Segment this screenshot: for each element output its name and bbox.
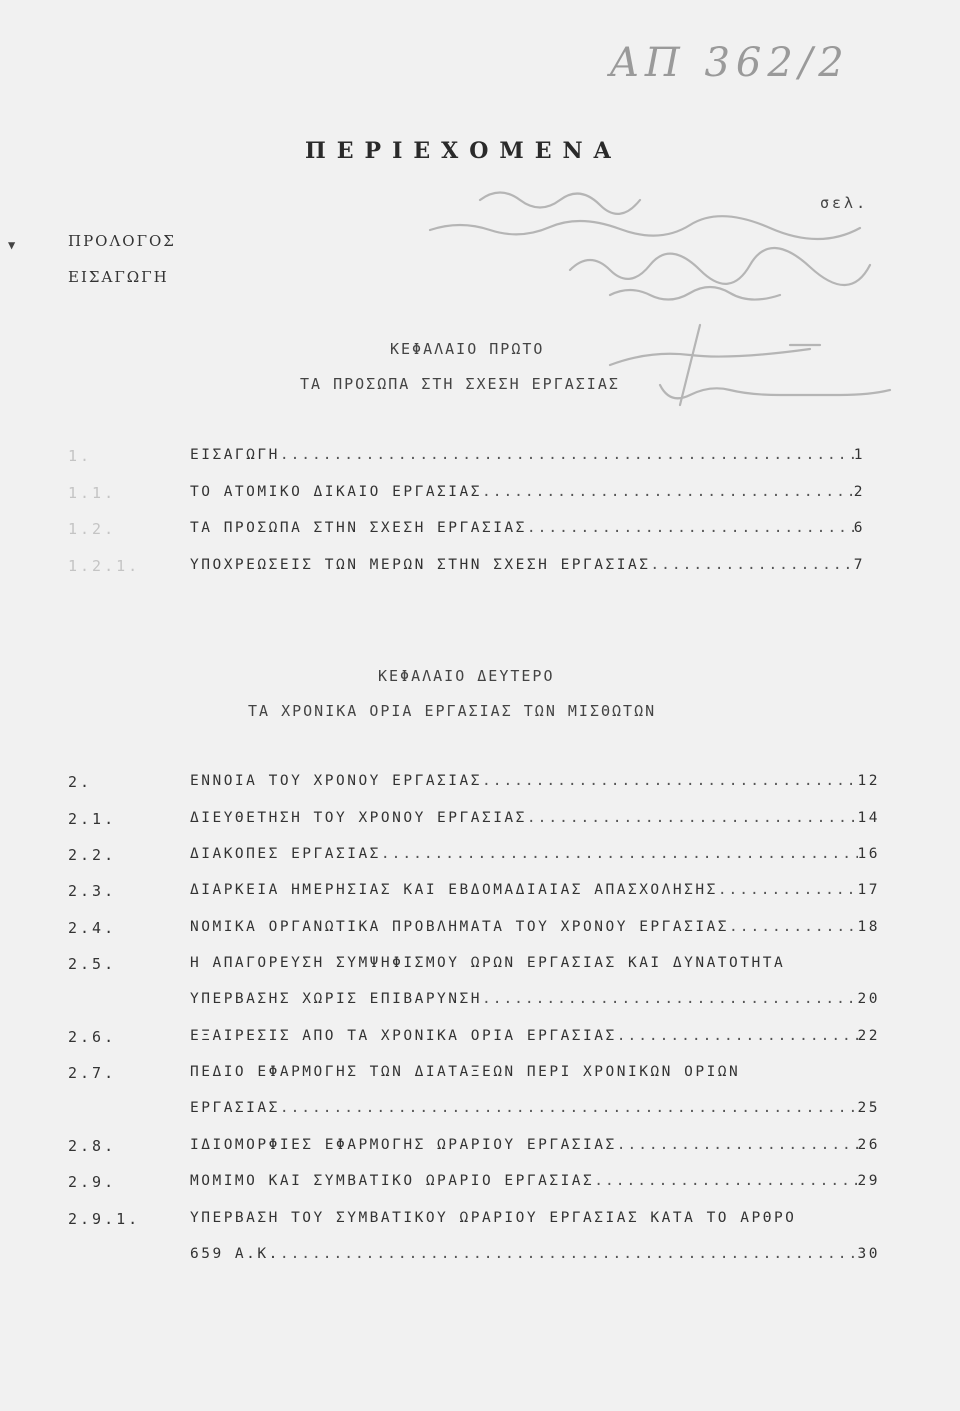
page-column-label: σελ. xyxy=(820,194,869,212)
toc-entry xyxy=(190,882,880,898)
toc-entry-title: ΕΞΑΙΡΕΣΙΣ ΑΠΟ ΤΑ ΧΡΟΝΙΚΑ ΟΡΙΑ ΕΡΓΑΣΙΑΣ xyxy=(190,1028,617,1044)
toc-entry-title: ΥΠΟΧΡΕΩΣΕΙΣ ΤΩΝ ΜΕΡΩΝ ΣΤΗΝ ΣΧΕΣΗ ΕΡΓΑΣΙΑΣ xyxy=(190,557,651,573)
toc-number: 2.3. xyxy=(68,882,117,900)
toc-entry-title: ΤΟ ΑΤΟΜΙΚΟ ΔΙΚΑΙΟ ΕΡΓΑΣΙΑΣ xyxy=(190,484,482,500)
toc-number: 1.2.1. xyxy=(68,557,141,575)
toc-entry-page: 12 xyxy=(857,773,880,789)
toc-entry-line1: Η ΑΠΑΓΟΡΕΥΣΗ ΣΥΜΨΗΦΙΣΜΟΥ ΩΡΩΝ ΕΡΓΑΣΙΑΣ ΚΑΙ ΔΥΝΑΤΟΤΗΤΑ xyxy=(190,955,786,971)
toc-entry-page: 29 xyxy=(857,1173,880,1189)
toc-entry-title: ΕΡΓΑΣΙΑΣ xyxy=(190,1100,280,1116)
toc-entry xyxy=(190,520,865,536)
toc-entry-page: 16 xyxy=(857,846,880,862)
toc-entry xyxy=(190,1137,880,1153)
toc-number: 2.9.1. xyxy=(68,1210,141,1228)
page-title: ΠΕΡΙΕΧΟΜΕΝΑ xyxy=(305,138,622,164)
toc-entry-title: ΔΙΑΚΟΠΕΣ ΕΡΓΑΣΙΑΣ xyxy=(190,846,381,862)
toc-entry-title: ΕΝΝΟΙΑ ΤΟΥ ΧΡΟΝΟΥ ΕΡΓΑΣΙΑΣ xyxy=(190,773,482,789)
toc-entry xyxy=(190,1246,880,1262)
toc-number: 2.6. xyxy=(68,1028,117,1046)
toc-number: 1. xyxy=(68,447,93,465)
toc-entry-title: ΙΔΙΟΜΟΡΦΙΕΣ ΕΦΑΡΜΟΓΗΣ ΩΡΑΡΙΟΥ ΕΡΓΑΣΙΑΣ xyxy=(190,1137,617,1153)
toc-entry-page: 6 xyxy=(853,520,865,536)
toc-entry xyxy=(190,1100,880,1116)
toc-entry-page: 14 xyxy=(857,810,880,826)
toc-number: 2.2. xyxy=(68,846,117,864)
toc-number: 1.1. xyxy=(68,484,117,502)
bullet-icon: ▼ xyxy=(8,238,16,252)
toc-entry-page: 20 xyxy=(857,991,880,1007)
toc-entry-title: ΕΙΣΑΓΩΓΗ xyxy=(190,447,280,463)
toc-entry-page: 18 xyxy=(857,919,880,935)
chapter1-subtitle: ΤΑ ΠΡΟΣΩΠΑ ΣΤΗ ΣΧΕΣΗ ΕΡΓΑΣΙΑΣ xyxy=(300,375,620,393)
front-matter-introduction: ΕΙΣΑΓΩΓΗ xyxy=(68,268,169,286)
toc-number: 2.7. xyxy=(68,1064,117,1082)
toc-entry xyxy=(190,773,880,789)
toc-entry-title: ΤΑ ΠΡΟΣΩΠΑ ΣΤΗΝ ΣΧΕΣΗ ΕΡΓΑΣΙΑΣ xyxy=(190,520,527,536)
toc-entry xyxy=(190,1028,880,1044)
toc-entry-title: ΥΠΕΡΒΑΣΗΣ ΧΩΡΙΣ ΕΠΙΒΑΡΥΝΣΗ xyxy=(190,991,482,1007)
toc-entry xyxy=(190,810,880,826)
chapter2-subtitle: ΤΑ ΧΡΟΝΙΚΑ ΟΡΙΑ ΕΡΓΑΣΙΑΣ ΤΩΝ ΜΙΣΘΩΤΩΝ xyxy=(248,702,657,720)
toc-entry-title: ΔΙΑΡΚΕΙΑ ΗΜΕΡΗΣΙΑΣ ΚΑΙ ΕΒΔΟΜΑΔΙΑΙΑΣ ΑΠΑΣΧΟΛΗΣΗΣ xyxy=(190,882,718,898)
toc-entry xyxy=(190,1173,880,1189)
chapter1-heading: ΚΕΦΑΛΑΙΟ ΠΡΩΤΟ xyxy=(390,340,545,358)
toc-entry-page: 25 xyxy=(857,1100,880,1116)
toc-number: 2.1. xyxy=(68,810,117,828)
toc-entry-page: 22 xyxy=(857,1028,880,1044)
toc-entry-line1: ΥΠΕΡΒΑΣΗ ΤΟΥ ΣΥΜΒΑΤΙΚΟΥ ΩΡΑΡΙΟΥ ΕΡΓΑΣΙΑΣ ΚΑΤΑ ΤΟ ΑΡΘΡΟ xyxy=(190,1210,797,1226)
toc-entry xyxy=(190,557,865,573)
toc-number: 2.9. xyxy=(68,1173,117,1191)
handwritten-catalog-number: ΑΠ 362/2 xyxy=(610,40,850,86)
toc-number: 2. xyxy=(68,773,93,791)
toc-entry-line1: ΠΕΔΙΟ ΕΦΑΡΜΟΓΗΣ ΤΩΝ ΔΙΑΤΑΞΕΩΝ ΠΕΡΙ ΧΡΟΝΙΚΩΝ ΟΡΙΩΝ xyxy=(190,1064,741,1080)
front-matter-prologue: ΠΡΟΛΟΓΟΣ xyxy=(68,232,176,250)
toc-entry-page: 7 xyxy=(853,557,865,573)
chapter2-heading: ΚΕΦΑΛΑΙΟ ΔΕΥΤΕΡΟ xyxy=(378,667,555,685)
toc-entry xyxy=(190,991,880,1007)
toc-number: 2.4. xyxy=(68,919,117,937)
toc-entry-title: ΔΙΕΥΘΕΤΗΣΗ ΤΟΥ ΧΡΟΝΟΥ ΕΡΓΑΣΙΑΣ xyxy=(190,810,527,826)
toc-number: 1.2. xyxy=(68,520,117,538)
toc-entry-page: 2 xyxy=(853,484,865,500)
toc-entry-title: ΜΟΜΙΜΟ ΚΑΙ ΣΥΜΒΑΤΙΚΟ ΩΡΑΡΙΟ ΕΡΓΑΣΙΑΣ xyxy=(190,1173,595,1189)
toc-entry-page: 26 xyxy=(857,1137,880,1153)
toc-entry-title: 659 Α.Κ. xyxy=(190,1246,280,1262)
toc-entry-page: 1 xyxy=(853,447,865,463)
toc-number: 2.8. xyxy=(68,1137,117,1155)
toc-entry xyxy=(190,484,865,500)
toc-entry xyxy=(190,447,865,463)
toc-entry-page: 17 xyxy=(857,882,880,898)
toc-entry-title: ΝΟΜΙΚΑ ΟΡΓΑΝΩΤΙΚΑ ΠΡΟΒΛΗΜΑΤΑ ΤΟΥ ΧΡΟΝΟΥ ΕΡΓΑΣΙΑΣ xyxy=(190,919,730,935)
toc-entry-page: 30 xyxy=(857,1246,880,1262)
toc-entry xyxy=(190,846,880,862)
toc-number: 2.5. xyxy=(68,955,117,973)
toc-entry xyxy=(190,919,880,935)
